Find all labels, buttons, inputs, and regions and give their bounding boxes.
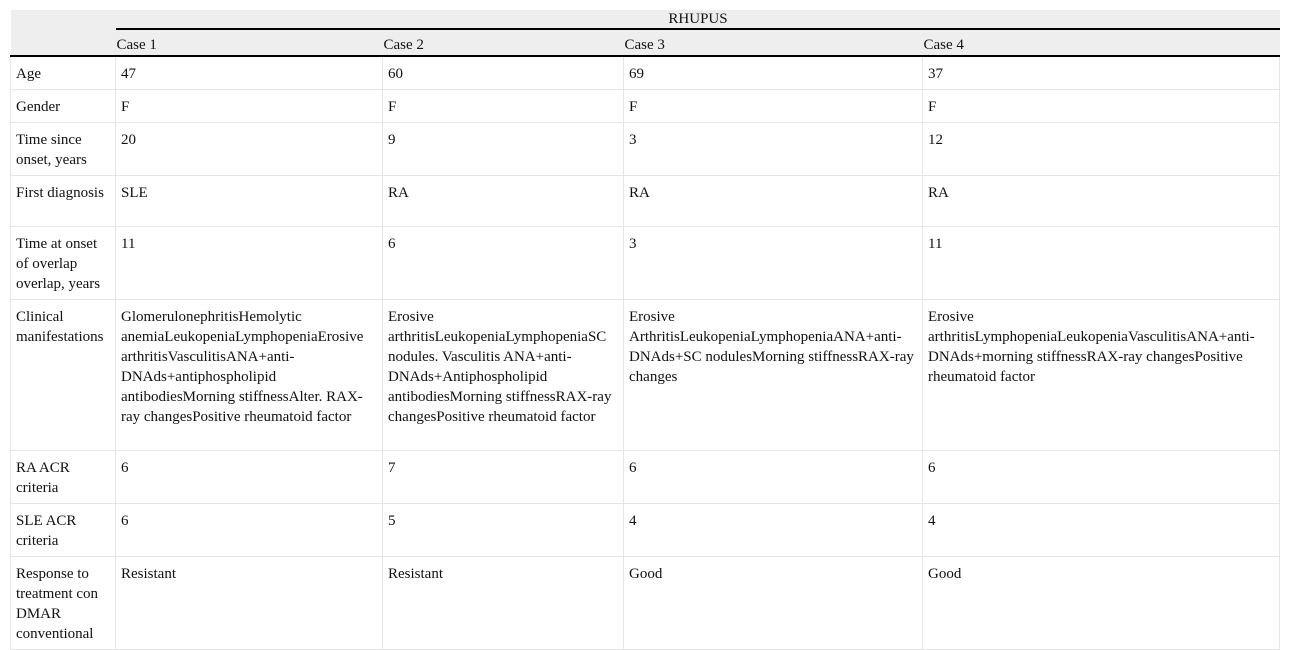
table-cell: Resistant (116, 557, 383, 650)
table-cell: 12 (923, 123, 1280, 176)
table-cell: 6 (383, 227, 624, 300)
table-row (11, 300, 1280, 451)
table-cell: GlomerulonephritisHemolytic anemiaLeukopeniaLymphopeniaErosive arthritisVasculitisANA+anti-DNAds+antiphospholipid antibodiesMorning stiffnessAlter. RAX-ray changesPositive rheumatoid factor (116, 300, 383, 451)
column-header-case-1: Case 1 (116, 29, 383, 56)
table-cell: Good (923, 557, 1280, 650)
header-corner (11, 10, 116, 29)
table-cell: 5 (383, 504, 624, 557)
table-cell: 37 (923, 56, 1280, 90)
table-cell: Good (624, 557, 923, 650)
table-cell: 4 (923, 504, 1280, 557)
row-label: First diagnosis (11, 176, 116, 227)
table-cell: 6 (624, 451, 923, 504)
table-row (11, 123, 1280, 176)
table-cell: Resistant (383, 557, 624, 650)
table-container (10, 10, 1279, 650)
column-header-case-4: Case 4 (923, 29, 1280, 56)
group-header: RHUPUS (116, 10, 1280, 29)
table-cell: 3 (624, 123, 923, 176)
table-cell: F (383, 90, 624, 123)
table-cell: 9 (383, 123, 624, 176)
table-cell: Erosive arthritisLymphopeniaLeukopeniaVasculitisANA+anti-DNAds+morning stiffnessRAX-ray changesPositive rheumatoid factor (923, 300, 1280, 451)
table-cell: 47 (116, 56, 383, 90)
column-header-case-3: Case 3 (624, 29, 923, 56)
table-cell: SLE (116, 176, 383, 227)
row-label: Time since onset, years (11, 123, 116, 176)
table-cell: RA (624, 176, 923, 227)
table-cell: 6 (116, 504, 383, 557)
table-cell: 4 (624, 504, 923, 557)
table-row (11, 227, 1280, 300)
table-cell: F (116, 90, 383, 123)
table-cell: 11 (923, 227, 1280, 300)
table-row (11, 176, 1280, 227)
row-label: SLE ACR criteria (11, 504, 116, 557)
rhupus-cases-table (10, 10, 1280, 650)
row-label: Gender (11, 90, 116, 123)
table-row (11, 504, 1280, 557)
row-label: Time at onset of overlap overlap, years (11, 227, 116, 300)
table-cell: Erosive ArthritisLeukopeniaLymphopeniaANA+anti-DNAds+SC nodulesMorning stiffnessRAX-ray changes (624, 300, 923, 451)
row-label: RA ACR criteria (11, 451, 116, 504)
row-label: Clinical manifestations (11, 300, 116, 451)
table-cell: F (923, 90, 1280, 123)
table-cell: Erosive arthritisLeukopeniaLymphopeniaSC nodules. Vasculitis ANA+anti-DNAds+Antiphospholipid antibodiesMorning stiffnessRAX-ray changesPositive rheumatoid factor (383, 300, 624, 451)
table-cell: 6 (116, 451, 383, 504)
row-label: Response to treatment con DMAR conventional (11, 557, 116, 650)
table-cell: 3 (624, 227, 923, 300)
table-cell: 6 (923, 451, 1280, 504)
table-cell: 20 (116, 123, 383, 176)
table-row (11, 56, 1280, 90)
table-cell: F (624, 90, 923, 123)
table-cell: 7 (383, 451, 624, 504)
row-label: Age (11, 56, 116, 90)
table-cell: 11 (116, 227, 383, 300)
table-row (11, 451, 1280, 504)
table-row (11, 90, 1280, 123)
table-cell: RA (923, 176, 1280, 227)
column-header-case-2: Case 2 (383, 29, 624, 56)
header-corner-lower (11, 29, 116, 56)
table-row (11, 557, 1280, 650)
table-cell: 69 (624, 56, 923, 90)
table-cell: RA (383, 176, 624, 227)
table-cell: 60 (383, 56, 624, 90)
